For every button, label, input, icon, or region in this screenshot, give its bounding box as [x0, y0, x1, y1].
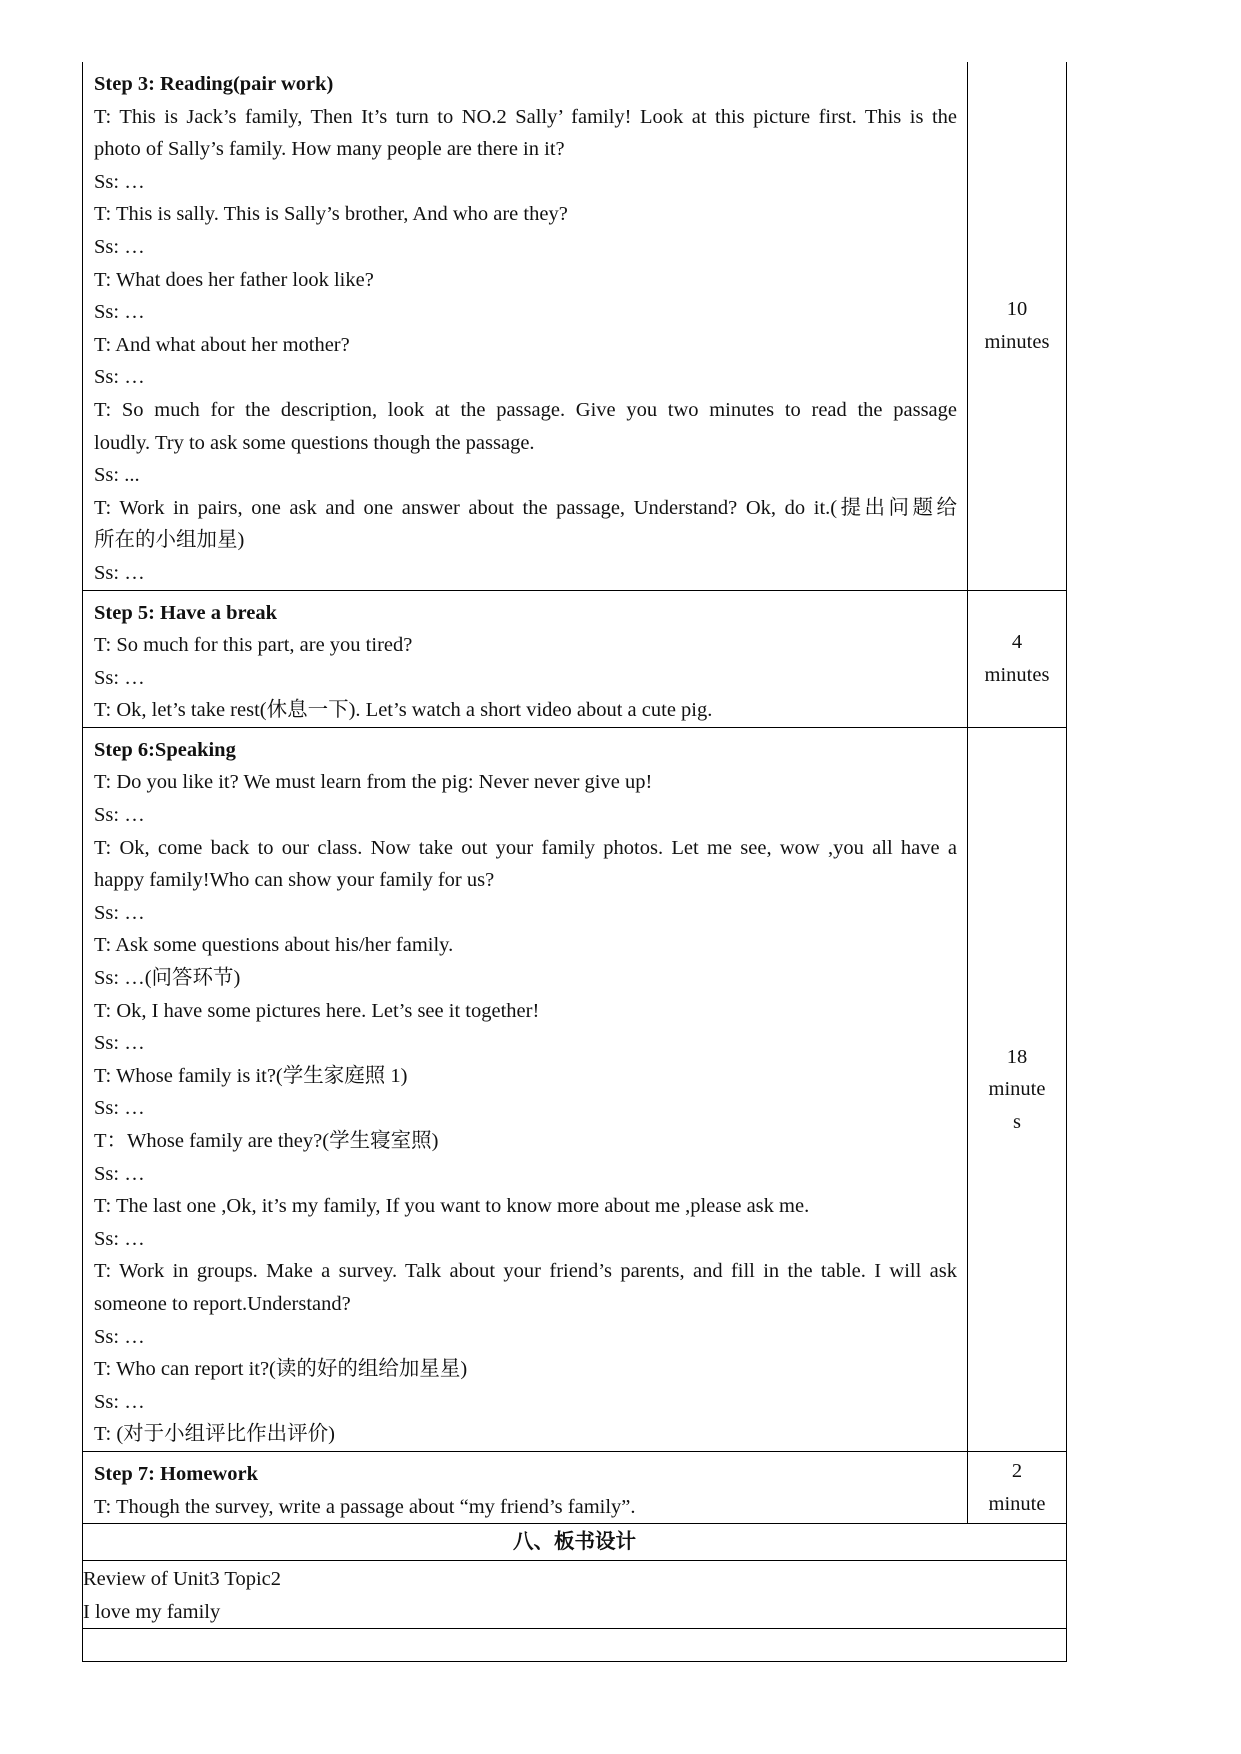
step-row — [83, 590, 1067, 727]
time-part: minutes — [984, 330, 1050, 353]
dialogue-line: Ss: … — [94, 301, 145, 324]
steps-body — [83, 62, 1067, 1524]
dialogue-line: T: What does her father look like? — [94, 268, 374, 291]
board-design-cell — [83, 1561, 1067, 1629]
dialogue-line: T: Do you like it? We must learn from the pig: Never never give up! — [94, 771, 653, 794]
step-content — [83, 590, 968, 727]
time-part: 4 — [1011, 631, 1023, 654]
board-design-line-1: Review of Unit3 Topic2 — [83, 1568, 282, 1591]
dialogue-line: T: And what about her mother? — [94, 333, 350, 356]
time-label — [982, 626, 1052, 691]
section-heading-row — [83, 1524, 1067, 1561]
blank-row — [83, 1629, 1067, 1662]
time-part: s — [1013, 1110, 1021, 1133]
time-label — [982, 293, 1052, 358]
step-time — [968, 62, 1067, 590]
dialogue-line: Ss: … — [94, 666, 145, 689]
dialogue-line: T: Who can report it?(读的好的组给加星星) — [94, 1358, 468, 1381]
dialogue-line: T: So much for this part, are you tired? — [94, 634, 413, 657]
dialogue-line: Ss: ... — [94, 464, 140, 487]
dialogue-line: photo of Sally’s family. How many people are there in it? — [94, 138, 565, 161]
dialogue-line: Ss: … — [94, 366, 145, 389]
step-title: Step 7: Homework — [94, 1462, 258, 1485]
time-label — [982, 1455, 1052, 1520]
dialogue-line: T: Ok, let’s take rest(休息一下). Let’s watch a short video about a cute pig. — [94, 699, 713, 722]
dialogue-line: T: Work in groups. Make a survey. Talk about your friend’s parents, and fill in the table. I will ask — [94, 1260, 957, 1283]
dialogue-line: T: Though the survey, write a passage about “my friend’s family”. — [94, 1495, 636, 1518]
dialogue-line: Ss: … — [94, 1032, 145, 1055]
time-part: minute — [988, 1078, 1046, 1101]
step-row — [83, 62, 1067, 590]
step-content — [83, 727, 968, 1451]
step-title: Step 6:Speaking — [94, 738, 236, 761]
dialogue-line: T: The last one ,Ok, it’s my family, If you want to know more about me ,please ask me. — [94, 1195, 810, 1218]
dialogue-line: Ss: … — [94, 235, 145, 258]
board-design-row — [83, 1561, 1067, 1629]
dialogue-line: T: Whose family is it?(学生家庭照 1) — [94, 1064, 408, 1087]
time-part: 18 — [1006, 1045, 1028, 1068]
dialogue-line: T: So much for the description, look at the passage. Give you two minutes to read the passage — [94, 398, 957, 421]
dialogue-line: Ss: … — [94, 170, 145, 193]
board-design-section — [83, 1524, 1067, 1662]
dialogue-line: Ss: … — [94, 1390, 145, 1413]
time-label — [982, 1041, 1052, 1139]
step-content — [83, 62, 968, 590]
step-content — [83, 1451, 968, 1523]
dialogue-line: happy family!Who can show your family for us? — [94, 869, 495, 892]
dialogue-line: T: (对于小组评比作出评价) — [94, 1423, 335, 1446]
board-design-line-2: I love my family — [83, 1600, 221, 1623]
step-time — [968, 1451, 1067, 1523]
dialogue-line: Ss: … — [94, 1227, 145, 1250]
step-title: Step 3: Reading(pair work) — [94, 73, 334, 95]
dialogue-line: Ss: …(问答环节) — [94, 967, 241, 990]
step-row — [83, 1451, 1067, 1523]
blank-cell — [83, 1629, 1067, 1662]
dialogue-line: 所在的小组加星) — [94, 529, 245, 552]
dialogue-line: T：Whose family are they?(学生寝室照) — [94, 1130, 439, 1152]
step-title: Step 5: Have a break — [94, 601, 277, 624]
dialogue-line: T: Ok, I have some pictures here. Let’s see it together! — [94, 999, 540, 1022]
time-part: 2 — [1011, 1459, 1023, 1482]
dialogue-line: T: Ok, come back to our class. Now take out your family photos. Let me see, wow ,you all have a — [94, 836, 957, 859]
time-part: minutes — [984, 663, 1050, 686]
dialogue-line: T: This is sally. This is Sally’s brother, And who are they? — [94, 203, 568, 226]
step-row — [83, 727, 1067, 1451]
dialogue-line: Ss: … — [94, 1325, 145, 1348]
dialogue-line: Ss: … — [94, 561, 145, 584]
dialogue-line: someone to report.Understand? — [94, 1292, 351, 1315]
dialogue-line: T: Ask some questions about his/her family. — [94, 934, 454, 957]
dialogue-line: T: Work in pairs, one ask and one answer about the passage, Understand? Ok, do it.(提出问题给 — [94, 496, 957, 519]
step-time — [968, 590, 1067, 727]
dialogue-line: Ss: … — [94, 901, 145, 924]
step-time — [968, 727, 1067, 1451]
section-heading: 八、板书设计 — [83, 1524, 1067, 1561]
dialogue-line: Ss: … — [94, 804, 145, 827]
time-part: 10 — [1006, 298, 1028, 321]
dialogue-line: Ss: … — [94, 1162, 145, 1185]
dialogue-line: Ss: … — [94, 1097, 145, 1120]
time-part: minute — [988, 1492, 1046, 1515]
lesson-plan-table — [82, 62, 1067, 1662]
dialogue-line: T: This is Jack’s family, Then It’s turn to NO.2 Sally’ family! Look at this picture first. This is the — [94, 105, 957, 128]
dialogue-line: loudly. Try to ask some questions though the passage. — [94, 431, 535, 454]
